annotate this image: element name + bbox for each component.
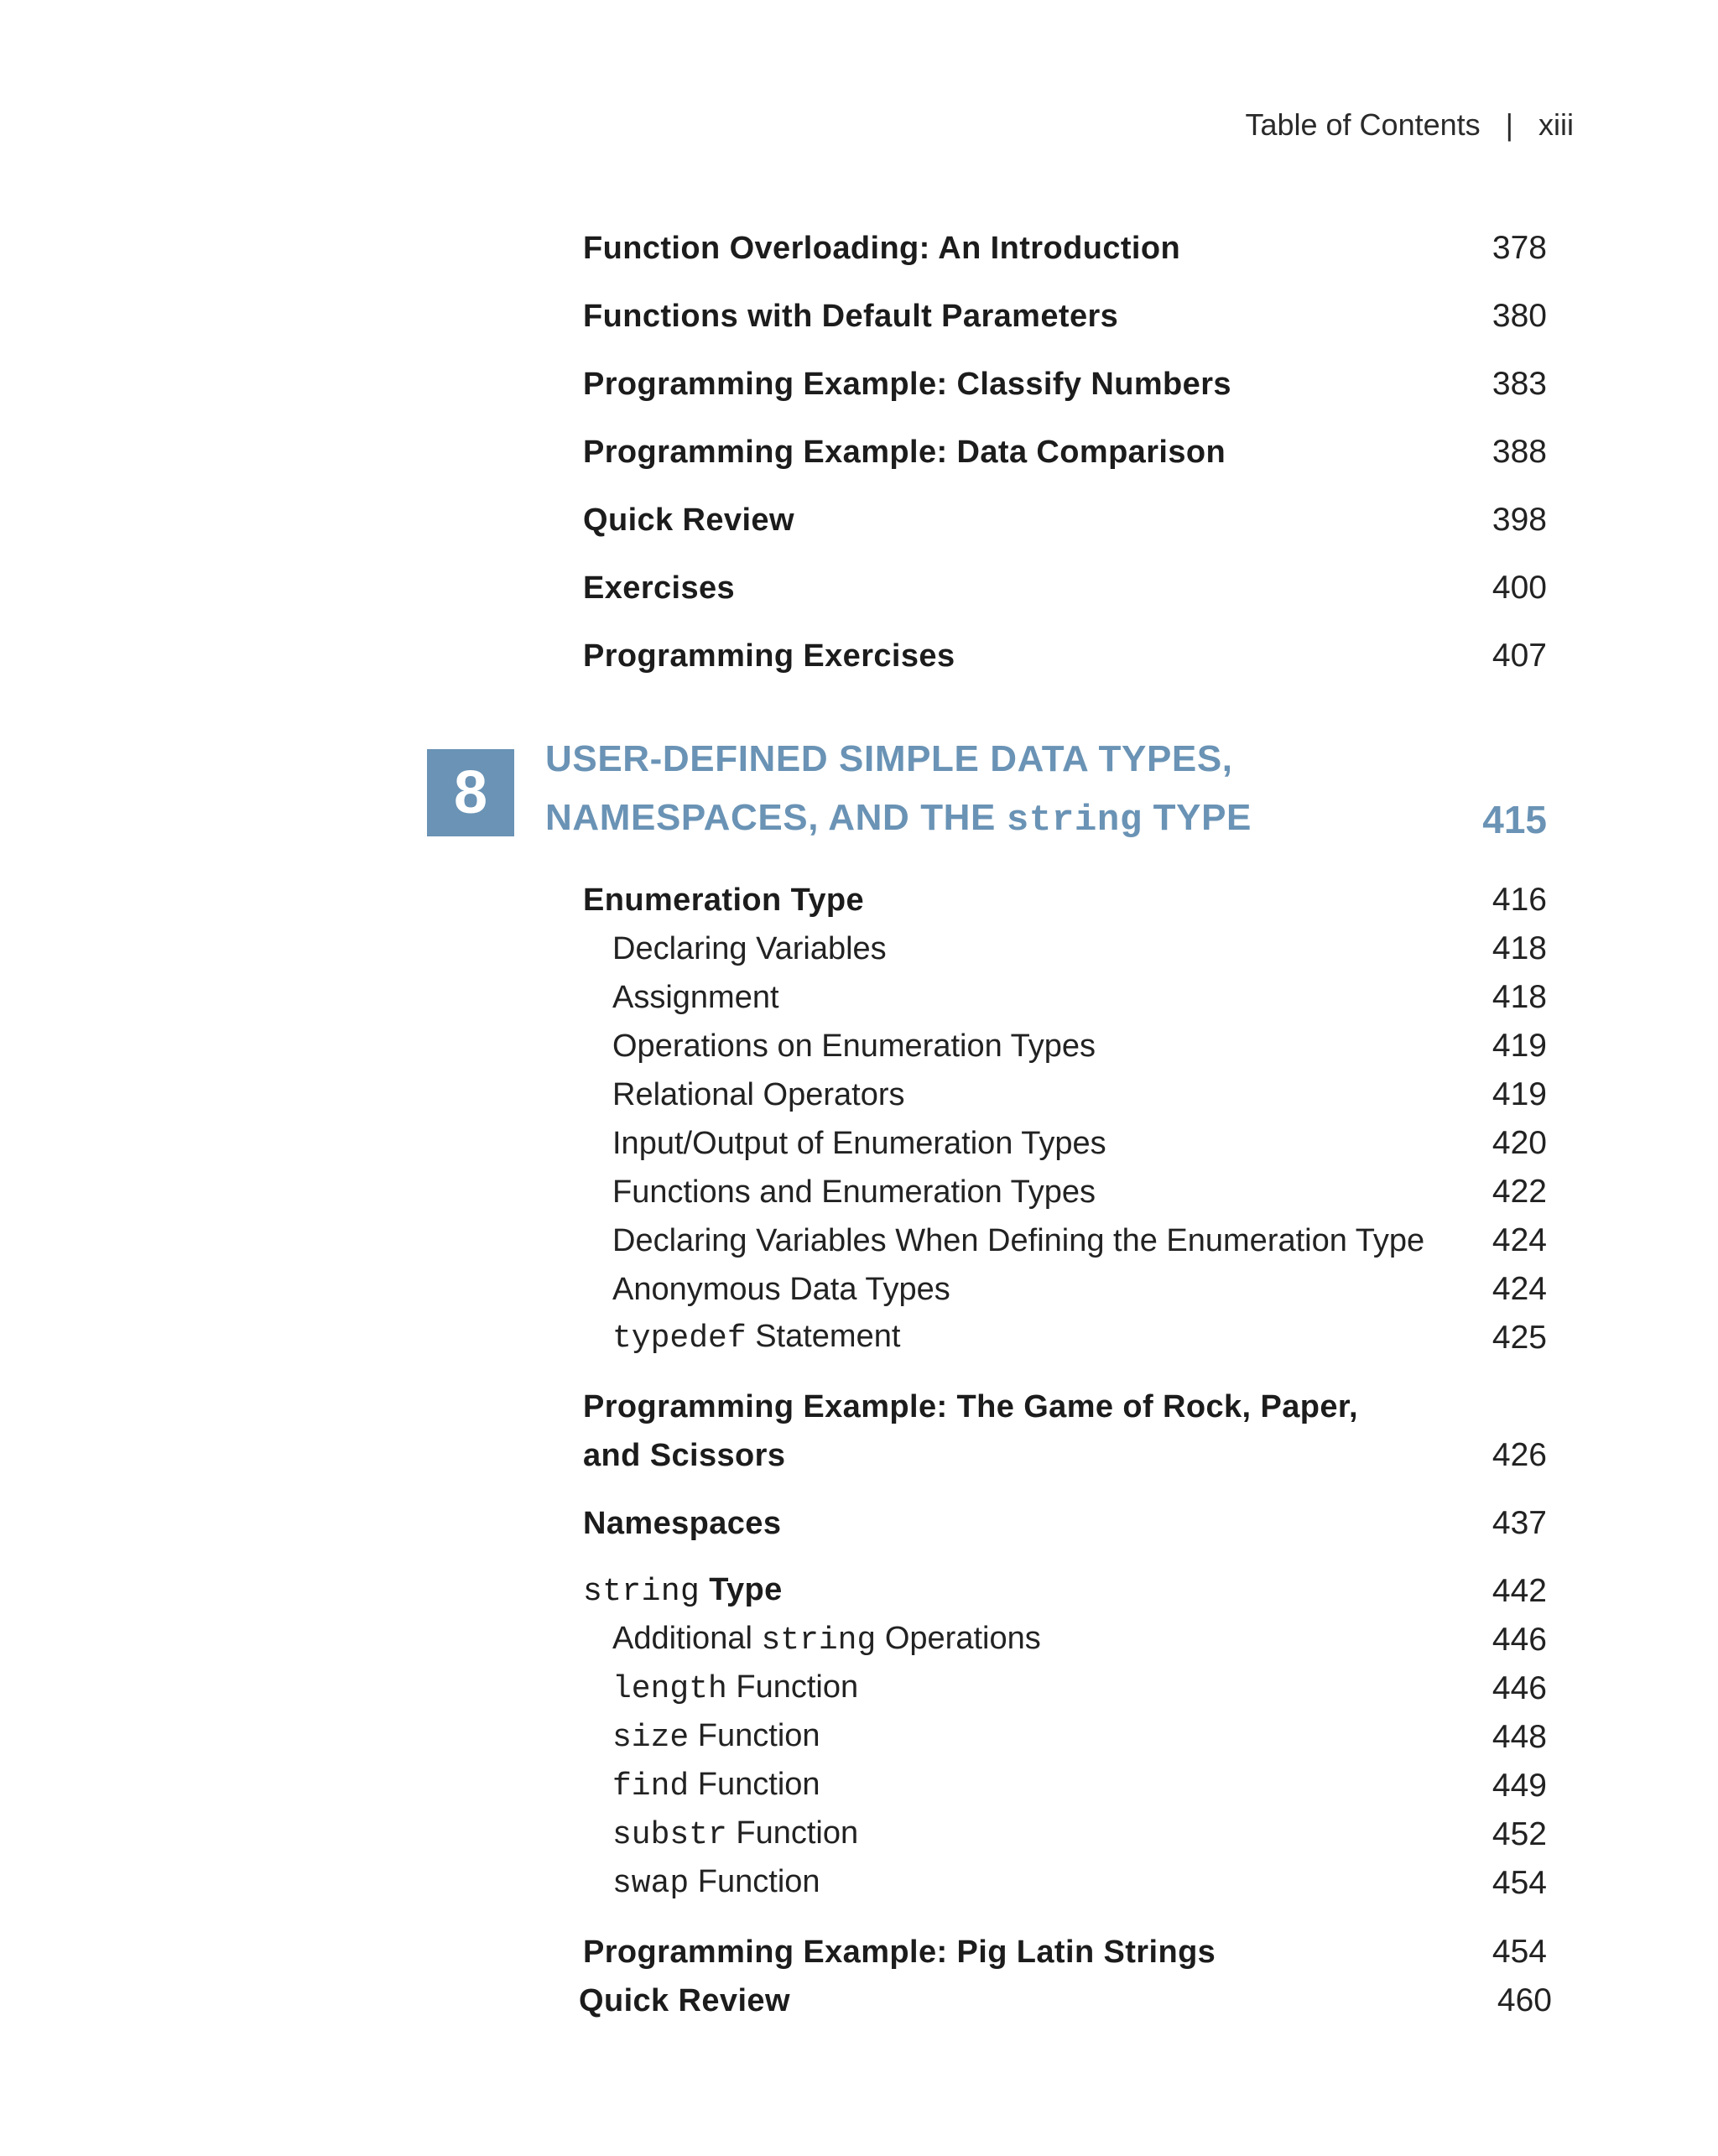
toc-entry-rock-paper-line-2[interactable] xyxy=(0,1424,1718,1474)
toc-subentry-text: Function xyxy=(726,1669,859,1705)
toc-subentry-label xyxy=(612,1718,820,1756)
toc-entry-label xyxy=(583,1572,783,1610)
toc-subentry-label xyxy=(612,1815,858,1853)
toc-entry[interactable] xyxy=(0,1969,1718,2019)
toc-section-string-type[interactable] xyxy=(0,1560,1718,1610)
toc-subentry[interactable] xyxy=(0,1657,1718,1707)
toc-subentry-label: Declaring Variables When Defining the Enumeration Type xyxy=(612,1223,1425,1258)
toc-entry-page: 454 xyxy=(1492,1934,1547,1970)
toc-entry-namespaces[interactable] xyxy=(0,1492,1718,1542)
toc-entry-page: 416 xyxy=(1492,882,1547,918)
toc-entry-label: Quick Review xyxy=(583,503,794,538)
toc-subentry-page: 452 xyxy=(1492,1816,1547,1852)
running-head-page-number: xiii xyxy=(1538,107,1574,142)
toc-entry-label: Programming Exercises xyxy=(583,638,955,674)
toc-entry[interactable] xyxy=(0,556,1718,607)
toc-entry[interactable] xyxy=(0,284,1718,335)
toc-entry-page: 380 xyxy=(1492,298,1547,334)
chapter-page-number: 415 xyxy=(1482,798,1547,841)
chapter-title-code: string xyxy=(1006,799,1143,841)
chapter-title-text: TYPE xyxy=(1142,797,1252,838)
toc-subentry-code: find xyxy=(612,1768,690,1804)
chapter-number-badge: 8 xyxy=(427,749,514,836)
toc-subentry-label xyxy=(612,1767,820,1804)
toc-subentry-label: Relational Operators xyxy=(612,1077,905,1112)
toc-subentry-page: 454 xyxy=(1492,1865,1547,1901)
toc-entry-page: 400 xyxy=(1492,570,1547,606)
toc-subentry[interactable] xyxy=(0,1608,1718,1659)
toc-subentry-page: 424 xyxy=(1492,1271,1547,1307)
toc-subentry-label xyxy=(612,1319,900,1357)
toc-entry-rock-paper-line-1[interactable] xyxy=(0,1375,1718,1425)
toc-subentry[interactable] xyxy=(0,966,1718,1016)
toc-subentry[interactable] xyxy=(0,1803,1718,1853)
toc-subentry-page: 446 xyxy=(1492,1622,1547,1658)
toc-entry-page: 407 xyxy=(1492,638,1547,674)
toc-subentry-text: Function xyxy=(689,1864,820,1899)
toc-entry-label: Quick Review xyxy=(579,1983,790,2018)
running-head-separator: | xyxy=(1505,107,1513,142)
toc-subentry[interactable] xyxy=(0,1851,1718,1902)
toc-subentry-label: Assignment xyxy=(612,980,779,1015)
toc-subentry[interactable] xyxy=(0,1706,1718,1756)
toc-subentry[interactable] xyxy=(0,1063,1718,1113)
toc-subentry-text: Operations xyxy=(876,1621,1041,1656)
toc-subentry[interactable] xyxy=(0,1112,1718,1162)
toc-subentry-label: Input/Output of Enumeration Types xyxy=(612,1126,1106,1161)
toc-subentry[interactable] xyxy=(0,917,1718,967)
toc-entry[interactable] xyxy=(0,488,1718,539)
toc-subentry-page: 422 xyxy=(1492,1174,1547,1210)
toc-subentry-label xyxy=(612,1621,1041,1659)
toc-subentry-page: 418 xyxy=(1492,930,1547,966)
toc-subentry-text: Additional xyxy=(612,1621,762,1656)
toc-subentry-page: 418 xyxy=(1492,979,1547,1015)
toc-subentry-page: 420 xyxy=(1492,1125,1547,1161)
toc-subentry[interactable] xyxy=(0,1160,1718,1211)
toc-subentry-label: Declaring Variables xyxy=(612,931,887,966)
toc-subentry-code: string xyxy=(761,1622,877,1659)
toc-subentry-label: Anonymous Data Types xyxy=(612,1272,950,1307)
toc-subentry-code: swap xyxy=(612,1866,690,1902)
toc-subentry[interactable] xyxy=(0,1306,1718,1357)
toc-subentry-label: Functions and Enumeration Types xyxy=(612,1174,1096,1210)
toc-subentry-page: 419 xyxy=(1492,1076,1547,1112)
toc-subentry[interactable] xyxy=(0,1014,1718,1065)
toc-subentry-page: 449 xyxy=(1492,1768,1547,1804)
toc-entry-page: 426 xyxy=(1492,1437,1547,1473)
toc-subentry-text: Function xyxy=(726,1815,859,1851)
toc-entry-page: 460 xyxy=(1497,1982,1552,2018)
toc-subentry-page: 419 xyxy=(1492,1028,1547,1064)
toc-entry-page: 437 xyxy=(1492,1505,1547,1541)
toc-entry[interactable] xyxy=(0,420,1718,471)
toc-entry-code: string xyxy=(583,1574,700,1610)
toc-subentry-page: 425 xyxy=(1492,1320,1547,1356)
toc-entry-label: Enumeration Type xyxy=(583,883,865,918)
toc-subentry-label xyxy=(612,1864,820,1902)
chapter-title-line-2[interactable] xyxy=(545,797,1552,841)
toc-subentry-page: 446 xyxy=(1492,1670,1547,1706)
running-head xyxy=(1245,107,1574,143)
toc-entry-label: and Scissors xyxy=(583,1438,786,1473)
toc-subentry-text: Function xyxy=(689,1718,820,1753)
toc-section-enumeration[interactable] xyxy=(0,868,1718,919)
toc-subentry-label: Operations on Enumeration Types xyxy=(612,1029,1096,1064)
toc-entry-label: Namespaces xyxy=(583,1506,782,1541)
toc-entry-text: Type xyxy=(700,1572,783,1607)
toc-subentry-text: Statement xyxy=(746,1319,901,1354)
toc-subentry[interactable] xyxy=(0,1754,1718,1804)
toc-subentry-code: size xyxy=(612,1720,690,1756)
toc-entry-label: Programming Example: Data Comparison xyxy=(583,435,1226,470)
toc-entry-label: Exercises xyxy=(583,570,736,606)
toc-entry-page: 378 xyxy=(1492,230,1547,266)
toc-entry-page: 442 xyxy=(1492,1573,1547,1609)
toc-entry[interactable] xyxy=(0,1920,1718,1971)
running-head-section: Table of Contents xyxy=(1245,107,1481,142)
toc-subentry[interactable] xyxy=(0,1258,1718,1308)
toc-subentry-code: typedef xyxy=(612,1320,747,1357)
toc-subentry-page: 448 xyxy=(1492,1719,1547,1755)
toc-entry-label: Programming Example: The Game of Rock, Paper, xyxy=(583,1389,1358,1424)
toc-entry-page: 388 xyxy=(1492,434,1547,470)
toc-subentry-code: substr xyxy=(612,1817,727,1853)
toc-entry-label: Programming Example: Pig Latin Strings xyxy=(583,1935,1216,1970)
toc-subentry-label xyxy=(612,1669,858,1707)
chapter-title-text: NAMESPACES, AND THE xyxy=(545,797,1007,838)
chapter-title-line-1[interactable]: USER-DEFINED SIMPLE DATA TYPES, xyxy=(545,738,1233,779)
toc-entry-page: 383 xyxy=(1492,366,1547,402)
toc-entry-label: Function Overloading: An Introduction xyxy=(583,231,1181,266)
toc-subentry-code: length xyxy=(612,1671,727,1707)
toc-entry[interactable] xyxy=(0,624,1718,674)
toc-subentry-text: Function xyxy=(689,1767,820,1802)
toc-entry-page: 398 xyxy=(1492,502,1547,538)
toc-subentry-page: 424 xyxy=(1492,1222,1547,1258)
toc-subentry[interactable] xyxy=(0,1209,1718,1259)
toc-entry-label: Programming Example: Classify Numbers xyxy=(583,367,1231,402)
toc-entry[interactable] xyxy=(0,216,1718,267)
toc-entry[interactable] xyxy=(0,352,1718,403)
toc-entry-label: Functions with Default Parameters xyxy=(583,299,1119,334)
